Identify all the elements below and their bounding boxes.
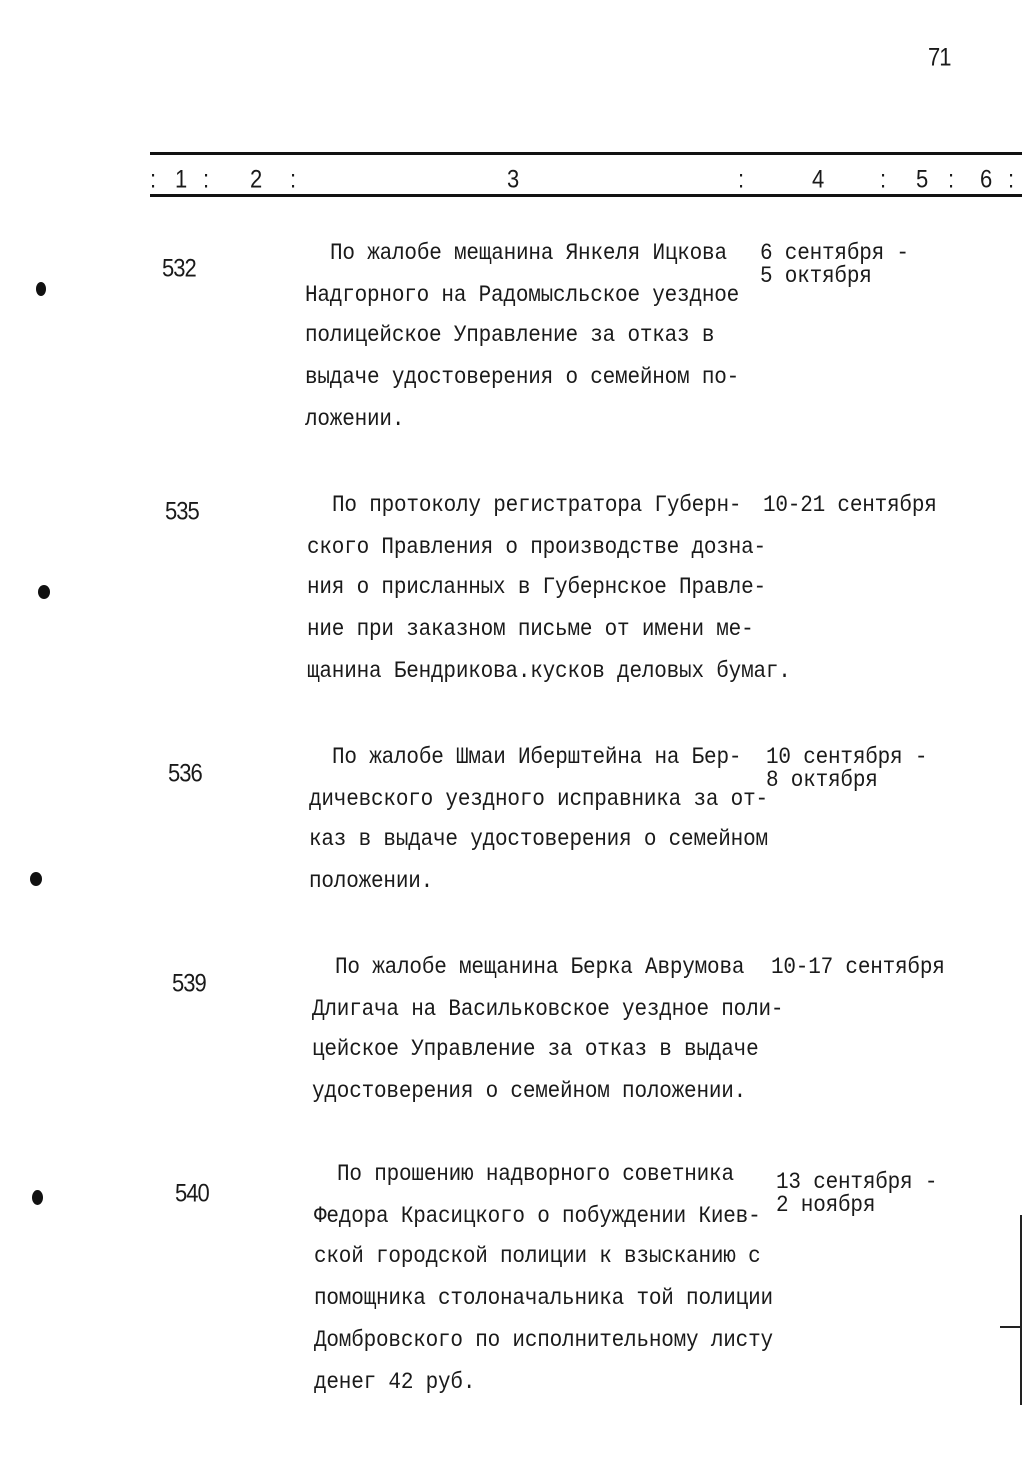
entry-text-line: ского Правления о производстве дозна- [307, 535, 766, 561]
entry-number: 539 [172, 968, 206, 997]
entry-number: 536 [168, 758, 202, 787]
entry-text-line: полицейское Управление за отказ в [305, 323, 715, 349]
entry-date: 10-21 сентября [763, 493, 937, 519]
column-header-1: 1 [175, 164, 187, 193]
column-separator: : [150, 164, 156, 193]
entry-date: 10 сентября - [766, 745, 928, 771]
page-edge-mark [1000, 1326, 1022, 1328]
column-separator: : [203, 164, 209, 193]
column-header-2: 2 [250, 164, 262, 193]
column-separator: : [290, 164, 296, 193]
entry-text-line: цейское Управление за отказ в выдаче [312, 1037, 759, 1063]
punch-hole-mark [30, 872, 42, 886]
entry-text-line: По жалобе Шмаи Иберштейна на Бер- [332, 745, 742, 771]
entry-number: 540 [175, 1178, 209, 1207]
entry-number: 532 [162, 253, 196, 282]
entry-text-line: дичевского уездного исправника за от- [309, 787, 768, 813]
entry-text-line: Федора Красицкого о побуждении Киев- [314, 1204, 761, 1230]
entry-text-line: По жалобе мещанина Берка Аврумова [335, 955, 745, 981]
entry-text-line: Надгорного на Радомысльское уездное [305, 283, 740, 309]
page-number: 71 [928, 42, 951, 71]
page-edge-mark [1020, 1215, 1022, 1405]
entry-date: 5 октября [760, 264, 872, 290]
entry-text-line: каз в выдаче удостоверения о семейном [309, 827, 768, 853]
punch-hole-mark [32, 1190, 43, 1205]
entry-text-line: Домбровского по исполнительному листу [314, 1328, 773, 1354]
punch-hole-mark [38, 585, 50, 599]
entry-date: 8 октября [766, 768, 878, 794]
entry-text-line: По протоколу регистратора Губерн- [332, 493, 742, 519]
entry-text-line: По жалобе мещанина Янкеля Ицкова [330, 241, 727, 267]
entry-number: 535 [165, 496, 199, 525]
entry-text-line: ложении. [305, 407, 405, 433]
header-top-rule [150, 152, 1022, 155]
entry-text-line: ния о присланных в Губернское Правле- [307, 575, 766, 601]
column-separator: : [880, 164, 886, 193]
entry-text-line: По прошению надворного советника [337, 1162, 734, 1188]
column-separator: : [738, 164, 744, 193]
entry-text-line: Длигача на Васильковское уездное поли- [312, 997, 784, 1023]
header-bottom-rule [150, 194, 1022, 197]
column-header-4: 4 [812, 164, 824, 193]
column-header-5: 5 [916, 164, 928, 193]
entry-text-line: ние при заказном письме от имени ме- [307, 617, 754, 643]
entry-text-line: помощника столоначальника той полиции [314, 1286, 773, 1312]
entry-text-line: удостоверения о семейном положении. [312, 1079, 747, 1105]
punch-hole-mark [36, 282, 46, 296]
column-separator: : [1008, 164, 1014, 193]
entry-date: 13 сентября - [776, 1170, 938, 1196]
entry-text-line: положении. [309, 869, 434, 895]
entry-text-line: щанина Бендрикова.кусков деловых бумаг. [307, 659, 791, 685]
column-header-6: 6 [980, 164, 992, 193]
entry-text-line: денег 42 руб. [314, 1370, 476, 1396]
entry-date: 10-17 сентября [771, 955, 945, 981]
entry-text-line: ской городской полиции к взысканию с [314, 1244, 761, 1270]
entry-text-line: выдаче удостоверения о семейном по- [305, 365, 740, 391]
column-header-3: 3 [507, 164, 519, 193]
entry-date: 2 ноября [776, 1193, 876, 1219]
entry-date: 6 сентября - [760, 241, 909, 267]
column-separator: : [948, 164, 954, 193]
